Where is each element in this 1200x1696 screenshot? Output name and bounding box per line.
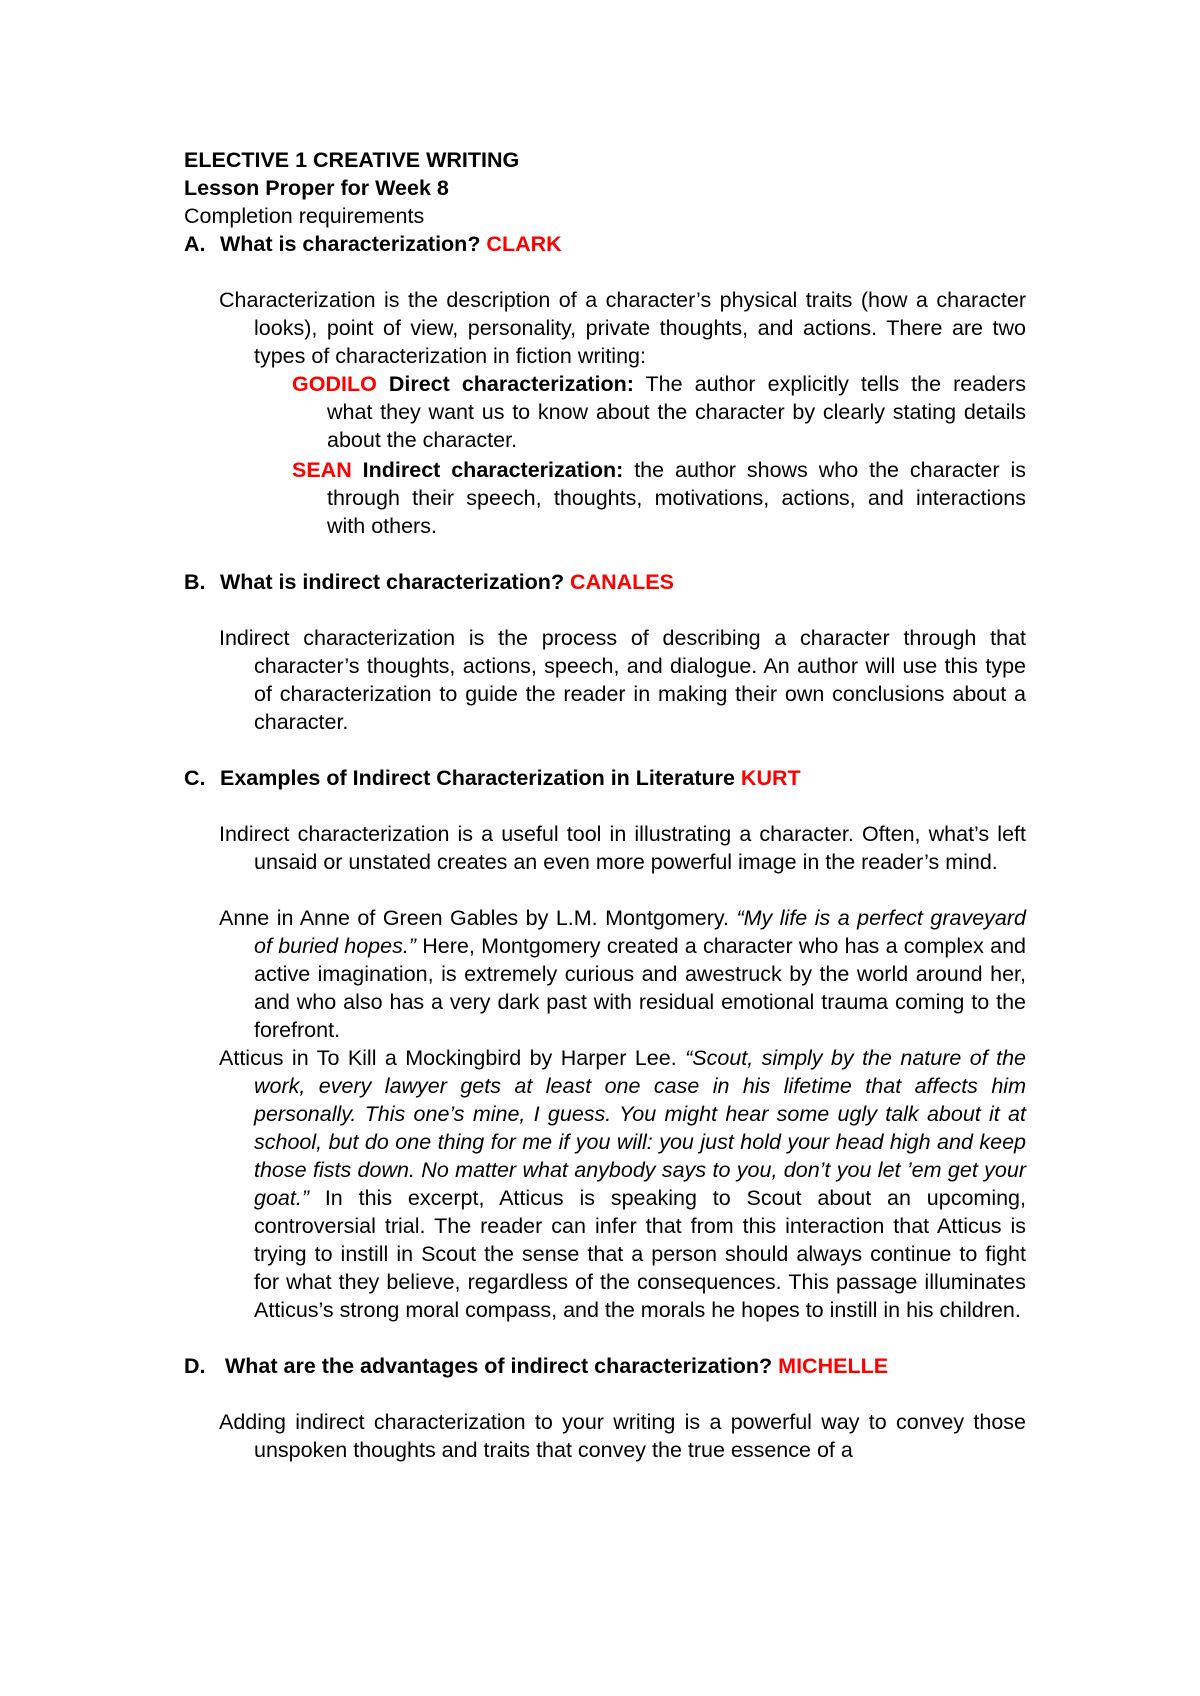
- example-atticus-text: In this excerpt, Atticus is speaking to Scout about an upcoming, controversial trial. The reader can infer that from this interaction that Atticus is trying to instill in Scout the sense that a person should always continue to fight for what they believe, regardless of the consequences. This passage illuminates Atticus’s strong moral compass, and the morals he hopes to instill in his children.: [254, 1186, 1026, 1322]
- section-d-question: What are the advantages of indirect characterization?: [225, 1354, 779, 1378]
- section-d-name: MICHELLE: [778, 1354, 889, 1378]
- section-c-body: Indirect characterization is a useful tool in illustrating a character. Often, what’s left unsaid or unstated creates an even more powerful image in the reader’s mind.: [219, 822, 1026, 874]
- indirect-characterization-item: [292, 456, 1026, 540]
- section-b-question: What is indirect characterization?: [220, 570, 571, 594]
- section-c-letter: C.: [184, 766, 206, 790]
- indirect-name: SEAN: [292, 458, 352, 482]
- direct-name: GODILO: [292, 372, 377, 396]
- direct-text: The author explicitly tells the readers what they want us to know about the character by clearly stating details about the character.: [327, 372, 1026, 452]
- section-a-name: CLARK: [486, 232, 562, 256]
- indirect-text: the author shows who the character is through their speech, thoughts, motivations, actions, and interactions with others.: [327, 458, 1026, 538]
- section-b-letter: B.: [184, 570, 206, 594]
- lesson-title: Lesson Proper for Week 8: [184, 176, 449, 200]
- section-a-letter: A.: [184, 232, 206, 256]
- direct-term: Direct characterization:: [388, 372, 634, 396]
- section-b-name: CANALES: [570, 570, 674, 594]
- section-a-body: Characterization is the description of a character’s physical traits (how a character looks), point of view, personality, private thoughts, and actions. There are two types of characterization in fiction writing:: [219, 288, 1026, 368]
- section-b-body: Indirect characterization is the process of describing a character through that character’s thoughts, actions, speech, and dialogue. An author will use this type of characterization to guide the reader in making their own conclusions about a character.: [219, 626, 1026, 734]
- course-title: ELECTIVE 1 CREATIVE WRITING: [184, 148, 520, 172]
- indirect-term: Indirect characterization:: [362, 458, 624, 482]
- example-atticus-intro: Atticus in To Kill a Mockingbird by Harper Lee.: [219, 1046, 686, 1070]
- section-a-question: What is characterization?: [220, 232, 487, 256]
- section-d-heading: [184, 1352, 1026, 1380]
- example-anne-intro: Anne in Anne of Green Gables by L.M. Montgomery.: [219, 906, 737, 930]
- example-atticus-quote: “Scout, simply by the nature of the work, every lawyer gets at least one case in his lifetime that affects him personally. This one’s mine, I guess. You might hear some ugly talk about it at school, but do one thing for me if you will: you just hold your head high and keep those fists down. No matter what anybody says to you, don’t you let ’em get your goat.”: [254, 1046, 1026, 1210]
- section-c-question: Examples of Indirect Characterization in Literature: [220, 766, 741, 790]
- direct-characterization-item: [292, 370, 1026, 454]
- example-anne-quote: “My life is a perfect graveyard of buried hopes.”: [254, 906, 1026, 958]
- section-a-heading: [184, 230, 1026, 258]
- section-d-body: Adding indirect characterization to your writing is a powerful way to convey those unspoken thoughts and traits that convey the true essence of a: [219, 1410, 1026, 1462]
- example-anne: [219, 904, 1026, 1044]
- completion-requirements: Completion requirements: [184, 204, 425, 228]
- section-c-heading: [184, 764, 1026, 792]
- section-b-heading: [184, 568, 1026, 596]
- section-c-name: KURT: [740, 766, 801, 790]
- example-anne-text: Here, Montgomery created a character who has a complex and active imagination, is extremely curious and awestruck by the world around her, and who also has a very dark past with residual emotional trauma coming to the forefront.: [254, 934, 1026, 1042]
- section-d-letter: D.: [184, 1354, 206, 1378]
- example-atticus: [219, 1044, 1026, 1324]
- document-page: [184, 146, 1026, 1464]
